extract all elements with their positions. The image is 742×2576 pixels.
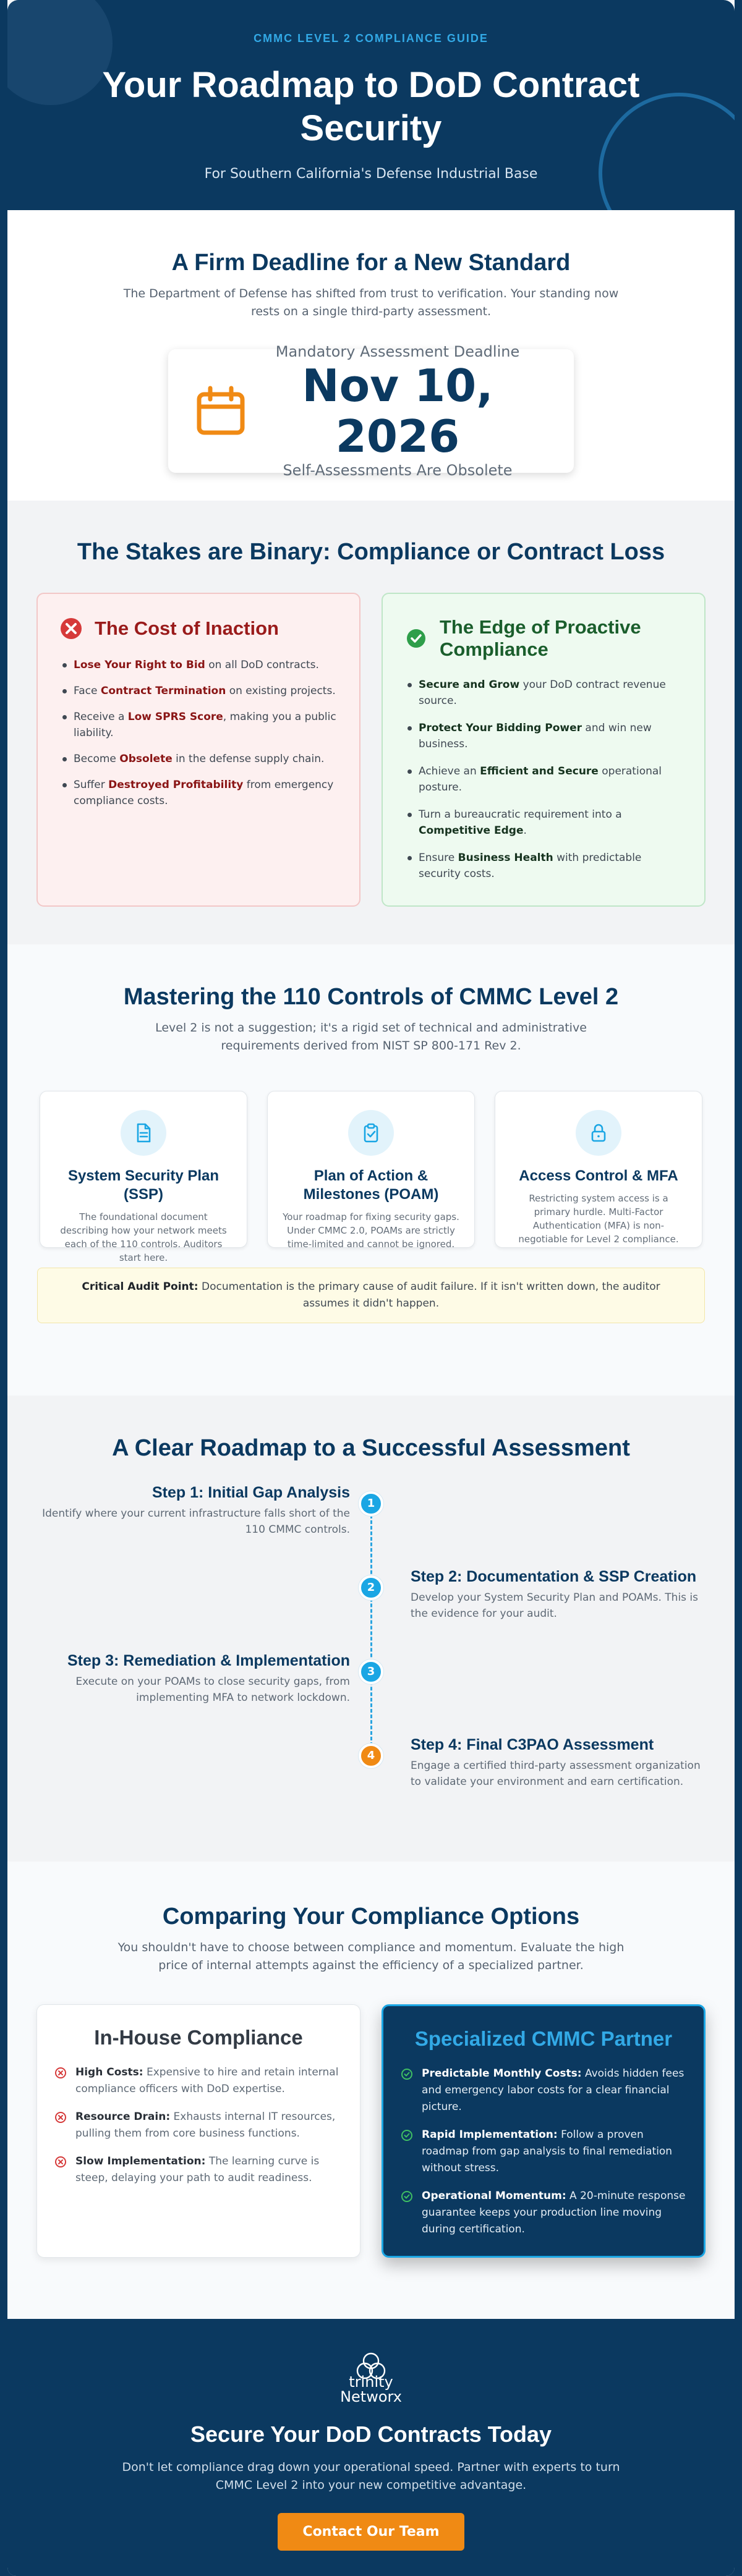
deadline-date: Nov 10, 2026 [302, 360, 493, 462]
compare-section [7, 1862, 735, 2319]
control-card-text: Your roadmap for fixing security gaps. Under CMMC 2.0, POAMs are strictly time-limited and cannot be ignored. [283, 1211, 459, 1250]
roadmap-title: A Clear Roadmap to a Successful Assessment [112, 1435, 630, 1461]
step-title: Step 4: Final C3PAO Assessment [411, 1736, 654, 1753]
list-item: Slow Implementation: The learning curve is steep, delaying your path to audit readiness. [54, 2153, 343, 2187]
svg-text:Networx: Networx [340, 2388, 402, 2405]
compare-lead: You shouldn't have to choose between compliance and momentum. Evaluate the high price of internal attempts against the efficiency of a specialized partner. [117, 1941, 625, 1972]
roadmap-timeline [7, 1484, 735, 1805]
roadmap-step [411, 1736, 707, 1790]
list-item: Operational Momentum: A 20-minute response guarantee keeps your production line moving during certification. [401, 2188, 686, 2238]
step-title: Step 2: Documentation & SSP Creation [411, 1568, 697, 1585]
list-item: High Costs: Expensive to hire and retain internal compliance officers with DoD expertise. [54, 2064, 343, 2098]
control-card-text: Restricting system access is a primary hurdle. Multi-Factor Authentication (MFA) is non-negotiable for Level 2 compliance. [518, 1193, 679, 1245]
control-card-mfa [495, 1091, 702, 1248]
inaction-title: The Cost of Inaction [95, 617, 279, 639]
proactive-card [382, 593, 706, 907]
x-circle-icon [54, 2111, 67, 2124]
stakes-title: The Stakes are Binary: Compliance or Contract Loss [77, 539, 665, 565]
cta-title: Secure Your DoD Contracts Today [190, 2421, 552, 2447]
inaction-list [59, 657, 338, 809]
list-item: Turn a bureaucratic requirement into a Competitive Edge. [404, 807, 683, 839]
partner-title: Specialized CMMC Partner [414, 2027, 673, 2050]
proactive-title: The Edge of Proactive Compliance [440, 616, 641, 660]
deadline-lead: The Department of Defense has shifted from trust to verification. Your standing now rests on a single third-party assessment. [123, 287, 619, 318]
compare-title: Comparing Your Compliance Options [162, 1904, 580, 1930]
check-circle-icon [401, 2068, 413, 2080]
proactive-list [404, 677, 683, 882]
deadline-section [7, 210, 735, 501]
roadmap-section [7, 1396, 735, 1862]
timeline-node: 3 [359, 1659, 383, 1684]
list-item: Resource Drain: Exhausts internal IT resources, pulling them from core business functions. [54, 2109, 343, 2142]
roadmap-step [35, 1652, 350, 1706]
document-icon [133, 1122, 154, 1143]
control-card-ssp [40, 1091, 247, 1263]
deadline-label: Mandatory Assessment Deadline [275, 343, 520, 360]
trinity-networx-logo [315, 2350, 427, 2405]
audit-text: Documentation is the primary cause of audit failure. If it isn't written down, the auditor assumes it didn't happen. [198, 1281, 660, 1310]
list-item: Ensure Business Health with predictable security costs. [404, 850, 683, 882]
timeline-node: 2 [359, 1575, 383, 1600]
check-circle-icon [401, 2129, 413, 2142]
cta-lead: Don't let compliance drag down your operational speed. Partner with experts to turn CMMC Level 2 into your new competitive advantage. [122, 2460, 620, 2492]
inaction-card [36, 593, 360, 907]
svg-text:trinity: trinity [349, 2373, 393, 2391]
x-circle-icon [54, 2067, 67, 2079]
deadline-title: A Firm Deadline for a New Standard [171, 250, 571, 276]
check-circle-icon [404, 626, 429, 651]
list-item: Protect Your Bidding Power and win new business. [404, 720, 683, 752]
list-item: Predictable Monthly Costs: Avoids hidden fees and emergency labor costs for a clear financial picture. [401, 2065, 686, 2116]
controls-section [7, 944, 735, 1396]
audit-label: Critical Audit Point: [82, 1281, 198, 1293]
roadmap-step [35, 1484, 350, 1538]
control-card-poam [267, 1091, 475, 1248]
list-item: Receive a Low SPRS Score, making you a public liability. [59, 709, 338, 741]
hero-title: Your Roadmap to DoD Contract Security [102, 65, 640, 148]
step-title: Step 1: Initial Gap Analysis [152, 1484, 350, 1501]
inhouse-title: In-House Compliance [94, 2026, 303, 2049]
step-text: Develop your System Security Plan and POAMs. This is the evidence for your audit. [411, 1591, 699, 1620]
step-text: Execute on your POAMs to close security gaps, from implementing MFA to network lockdown. [75, 1676, 350, 1704]
partner-card [382, 2004, 706, 2258]
x-circle-icon [54, 2156, 67, 2168]
control-card-title: Access Control & MFA [519, 1167, 678, 1184]
step-text: Identify where your current infrastructure falls short of the 110 CMMC controls. [42, 1507, 350, 1536]
controls-title: Mastering the 110 Controls of CMMC Level 2 [123, 984, 619, 1010]
contact-button[interactable]: Contact Our Team [278, 2513, 464, 2551]
list-item: Face Contract Termination on existing projects. [59, 683, 338, 699]
cta-section [7, 2319, 735, 2576]
audit-callout [37, 1268, 705, 1323]
list-item: Become Obsolete in the defense supply chain. [59, 751, 338, 767]
hero-eyebrow: CMMC LEVEL 2 COMPLIANCE GUIDE [254, 32, 488, 44]
lock-icon [588, 1122, 609, 1143]
list-item: Secure and Grow your DoD contract revenue source. [404, 677, 683, 709]
list-item: Suffer Destroyed Profitability from emergency compliance costs. [59, 777, 338, 809]
timeline-node: 1 [359, 1491, 383, 1516]
hero-banner [7, 0, 735, 210]
control-card-title: System Security Plan (SSP) [67, 1167, 220, 1203]
clipboard-check-icon [360, 1122, 382, 1143]
control-card-text: The foundational document describing how your network meets each of the 110 controls. Auditors start here. [60, 1211, 227, 1263]
list-item: Rapid Implementation: Follow a proven roadmap from gap analysis to final remediation without stress. [401, 2127, 686, 2177]
list-item: Lose Your Right to Bid on all DoD contracts. [59, 657, 338, 673]
check-circle-icon [401, 2190, 413, 2203]
control-card-title: Plan of Action & Milestones (POAM) [303, 1167, 439, 1203]
timeline-node: 4 [359, 1743, 383, 1768]
hero-subtitle: For Southern California's Defense Industrial Base [204, 166, 538, 182]
timeline-line [370, 1493, 372, 1746]
deadline-note: Self-Assessments Are Obsolete [283, 462, 513, 479]
list-item: Achieve an Efficient and Secure operational posture. [404, 763, 683, 795]
calendar-icon [195, 386, 246, 436]
roadmap-step [411, 1568, 707, 1622]
stakes-section [7, 501, 735, 944]
step-text: Engage a certified third-party assessment organization to validate your environment and earn certification. [411, 1760, 701, 1788]
error-x-icon [59, 616, 83, 641]
content-frame [7, 0, 735, 2576]
step-title: Step 3: Remediation & Implementation [67, 1652, 350, 1669]
deadline-card [168, 343, 574, 479]
inhouse-card [36, 2004, 360, 2258]
controls-lead: Level 2 is not a suggestion; it's a rigid set of technical and administrative requirements derived from NIST SP 800-171 Rev 2. [155, 1021, 587, 1053]
